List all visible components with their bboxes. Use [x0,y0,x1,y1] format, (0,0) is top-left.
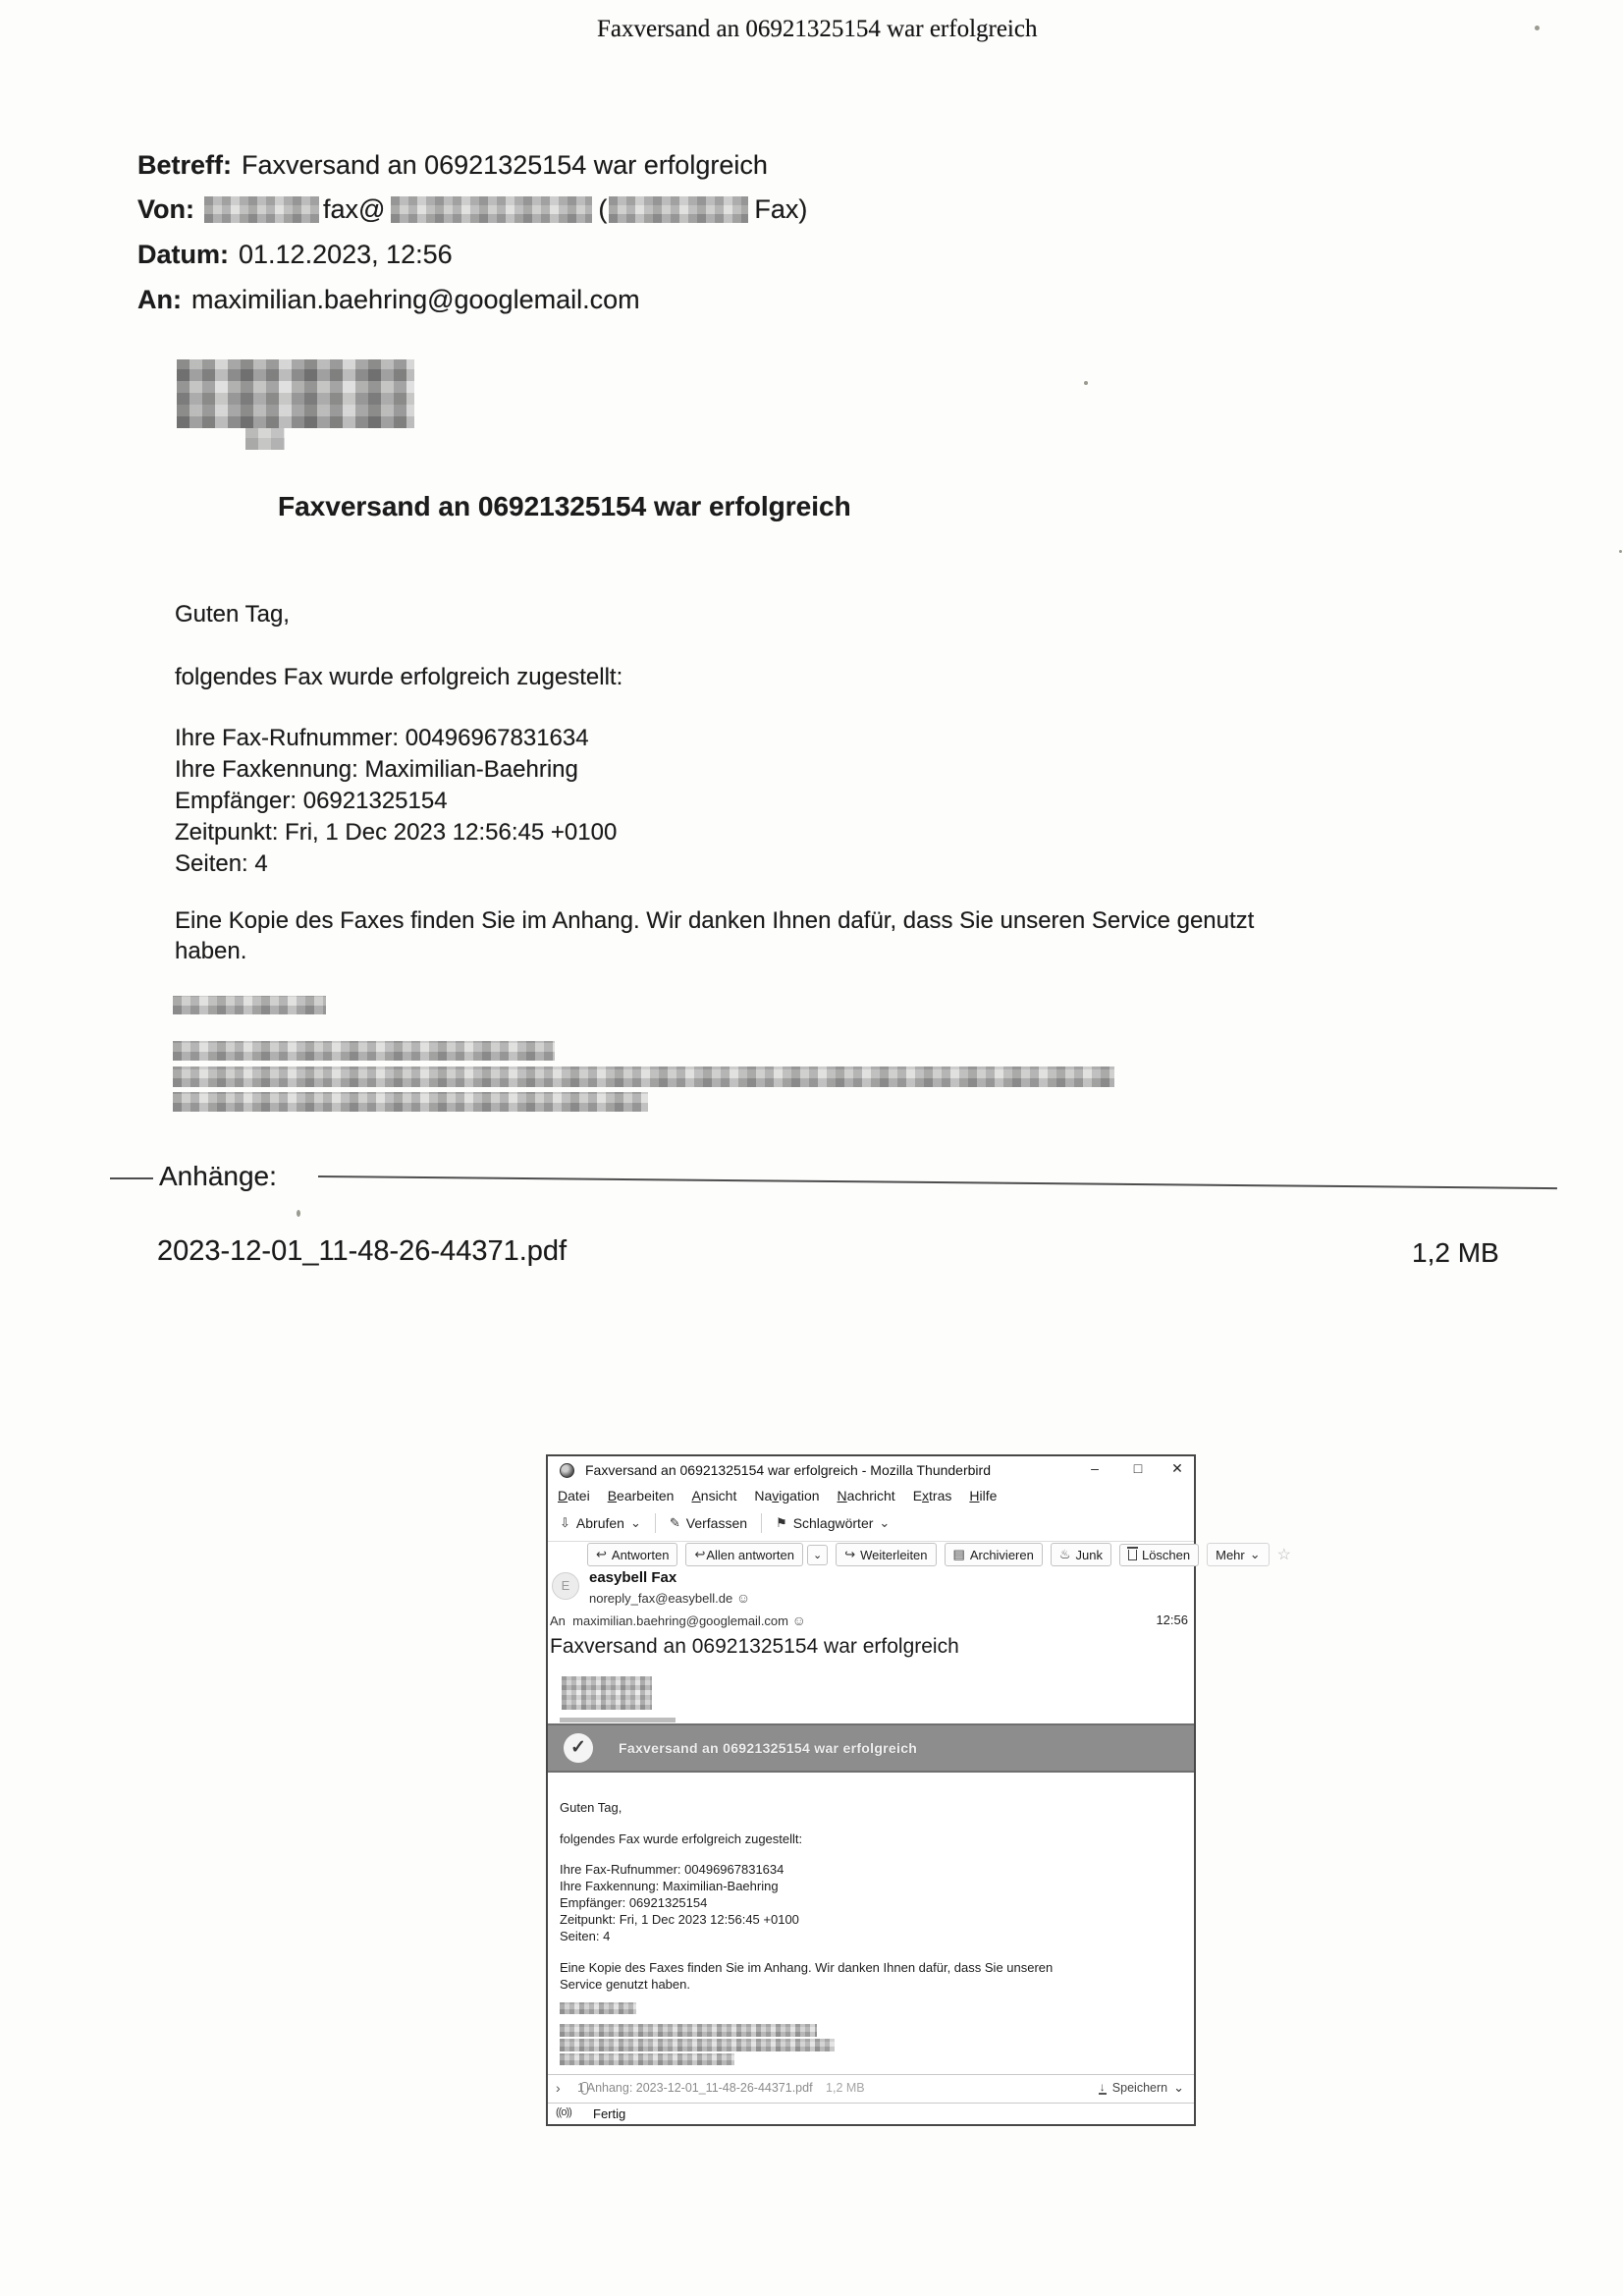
redacted-signature-line [173,1092,648,1112]
attachment-summary-text: 1 Anhang: 2023-12-01_11-48-26-44371.pdf [577,2081,813,2095]
von-fragment: fax@ [322,194,386,224]
meta-datum [137,232,807,277]
menu-accesskey: B [607,1488,618,1503]
tags-label: Schlagwörter [792,1515,874,1531]
inner-greeting: Guten Tag, [560,1800,622,1815]
attachment-file-size: 1,2 MB [1412,1237,1499,1268]
chevron-down-icon[interactable]: ⌄ [879,1515,891,1530]
menu-accesskey: D [558,1488,568,1503]
redacted-signature-line [173,1066,1114,1087]
inner-detail-line: Zeitpunkt: Fri, 1 Dec 2023 12:56:45 +0100 [560,1912,799,1927]
outro-block [175,905,1254,966]
attachments-rule-left [110,1177,153,1179]
easybell-logo-descender [245,428,285,450]
datum-value: 01.12.2023, 12:56 [239,240,453,269]
email-heading: Faxversand an 06921325154 war erfolgreich [278,491,851,521]
inner-outro-line: Eine Kopie des Faxes finden Sie im Anhang. Wir danken Ihnen dafür, dass Sie unseren [560,1960,1054,1975]
menu-rest: ilfe [979,1488,998,1503]
inner-outro-block [560,1959,1053,1993]
menu-rest: earbeiten [617,1488,675,1503]
reply-all-label: Allen antworten [706,1547,794,1562]
to-row [550,1613,806,1628]
detail-line: Zeitpunkt: Fri, 1 Dec 2023 12:56:45 +0100 [175,819,618,846]
chevron-down-icon[interactable]: ⌄ [629,1515,641,1530]
redacted-signature-line [173,1041,555,1061]
toolbar-separator [655,1513,656,1533]
redacted-signature-line [560,2002,636,2014]
redacted-sender-localpart [204,196,319,223]
attachment-bar [548,2074,1194,2104]
meta-von [137,187,807,232]
archive-button[interactable] [945,1543,1043,1566]
sender-email[interactable] [589,1590,750,1606]
an-label: An: [137,285,182,314]
to-label: An [550,1613,566,1628]
download-icon: ↓ [1099,2079,1106,2094]
titlebar[interactable] [548,1456,1194,1484]
star-icon[interactable]: ☆ [1276,1547,1291,1563]
meta-an [137,277,807,322]
delete-label: Löschen [1141,1547,1191,1562]
get-mail-icon: ⇩ [560,1515,570,1530]
more-label: Mehr [1216,1547,1245,1562]
menu-hilfe[interactable] [969,1488,997,1503]
compose-icon: ✎ [669,1515,680,1530]
inner-outro-line: Service genutzt haben. [560,1977,690,1992]
menu-datei[interactable] [558,1488,590,1503]
redacted-signature-line [560,2039,835,2051]
attachment-summary[interactable] [577,2081,865,2095]
menu-rest: atei [568,1488,590,1503]
menu-nachricht[interactable] [838,1488,895,1503]
detail-line: Ihre Fax-Rufnummer: 00496967831634 [175,725,589,751]
inner-detail-line: Ihre Fax-Rufnummer: 00496967831634 [560,1862,784,1877]
tag-icon: ⚑ [776,1515,787,1530]
smiley-icon: ☺ [791,1613,806,1628]
inner-detail-line: Seiten: 4 [560,1929,611,1943]
menu-rest: tras [929,1488,952,1503]
attachment-file-name: 2023-12-01_11-48-26-44371.pdf [157,1235,568,1267]
detail-line: Seiten: 4 [175,850,268,877]
betreff-value: Faxversand an 06921325154 war erfolgreich [242,150,768,180]
reply-all-icon: ↩ [694,1547,702,1561]
forward-button[interactable] [836,1543,936,1566]
outro-line: Eine Kopie des Faxes finden Sie im Anhang. Wir danken Ihnen dafür, dass Sie unseren Service genutzt [175,907,1255,934]
message-subject: Faxversand an 06921325154 war erfolgreich [550,1635,959,1658]
redacted-signature-line [173,996,326,1014]
banner-text: Faxversand an 06921325154 war erfolgreich [619,1740,918,1756]
scan-speck [297,1210,300,1217]
toolbar-separator [761,1513,762,1533]
get-mail-button[interactable] [556,1513,645,1533]
thunderbird-window-screenshot [546,1454,1291,2126]
menu-bearbeiten[interactable] [608,1488,675,1503]
menu-pre: E [912,1488,923,1503]
check-circle-icon: ✓ [564,1733,593,1763]
avatar: E [552,1572,579,1600]
von-fragment-end: Fax) [754,194,808,224]
chevron-down-icon: ⌄ [1249,1547,1261,1561]
menu-accesskey: A [691,1488,701,1503]
reply-icon: ↩ [596,1547,607,1561]
scan-speck [1084,381,1088,385]
menu-accesskey: x [922,1488,930,1503]
an-value: maximilian.baehring@googlemail.com [190,285,640,314]
menubar [558,1488,997,1503]
window-title: Faxversand an 06921325154 war erfolgreich - Mozilla Thunderbird [585,1462,991,1478]
tags-button[interactable] [772,1513,893,1533]
status-text: Fertig [593,2106,626,2121]
status-bar [548,2104,1194,2126]
scan-speck [1619,550,1622,553]
inner-detail-line: Ihre Faxkennung: Maximilian-Baehring [560,1879,779,1893]
network-status-icon: ((o)) [556,2106,571,2118]
archive-icon: ▤ [952,1547,965,1561]
redacted-sender-domain [391,196,592,223]
forward-label: Weiterleiten [860,1547,928,1562]
maximize-button[interactable]: □ [1133,1460,1143,1476]
trash-icon [1128,1550,1137,1560]
detail-line: Ihre Faxkennung: Maximilian-Baehring [175,756,578,783]
menu-accesskey: H [969,1488,980,1503]
sender-name[interactable]: easybell Fax [589,1569,677,1586]
compose-button[interactable] [666,1513,751,1533]
scan-speck [1535,26,1540,30]
thunderbird-app-icon [560,1463,574,1478]
get-mail-label: Abrufen [575,1515,624,1531]
archive-label: Archivieren [969,1547,1034,1562]
redacted-signature-line [560,2053,734,2065]
inner-details-block [560,1861,799,1944]
compose-label: Verfassen [685,1515,748,1531]
success-banner [548,1723,1194,1773]
junk-icon: ♨ [1058,1547,1071,1561]
menu-accesskey: v [772,1488,780,1503]
reply-all-dropdown[interactable]: ⌄ [807,1545,828,1565]
von-label: Von: [137,194,194,224]
page-header-title: Faxversand an 06921325154 war erfolgreich [597,16,1038,42]
menu-rest: achricht [846,1488,895,1503]
datum-label: Datum: [137,240,229,269]
more-button[interactable] [1207,1543,1270,1566]
expand-chevron-icon[interactable]: › [556,2080,561,2096]
menu-accesskey: N [837,1488,847,1503]
minimize-button[interactable]: – [1091,1460,1099,1476]
smiley-icon: ☺ [735,1590,751,1606]
forward-icon: ↪ [844,1547,856,1561]
attachment-size: 1,2 MB [826,2081,865,2095]
attachments-rule [318,1175,1557,1189]
fax-details-block [175,723,617,880]
sender-email-text: noreply_fax@easybell.de [589,1591,733,1606]
menu-ansicht[interactable] [691,1488,736,1503]
logo-underline-bar [560,1718,676,1722]
junk-label: Junk [1075,1547,1103,1562]
toolbar-divider [548,1541,1194,1542]
inner-intro: folgendes Fax wurde erfolgreich zugestellt: [560,1831,803,1846]
delete-button[interactable] [1119,1544,1199,1566]
message-time: 12:56 [1156,1613,1188,1627]
easybell-logo-redacted [177,359,414,428]
menu-rest: igation [779,1488,820,1503]
menu-navigation[interactable] [754,1488,819,1503]
close-button[interactable]: ✕ [1171,1460,1183,1476]
menu-rest: nsicht [700,1488,737,1503]
reply-button[interactable] [587,1543,677,1566]
message-action-bar [587,1543,1291,1566]
to-address[interactable]: maximilian.baehring@googlemail.com [572,1613,788,1628]
menu-pre: Na [754,1488,773,1503]
intro-line: folgendes Fax wurde erfolgreich zugestellt: [175,664,623,690]
redacted-sender-displayname [609,196,748,223]
main-toolbar [556,1513,893,1533]
attachments-label: Anhänge: [159,1161,277,1191]
save-button[interactable] [1099,2080,1184,2096]
menu-extras[interactable] [913,1488,952,1503]
reply-all-button[interactable] [685,1543,803,1566]
junk-button[interactable] [1051,1543,1111,1566]
save-label: Speichern [1111,2081,1168,2095]
reply-label: Antworten [611,1547,670,1562]
easybell-logo-redacted-small [562,1676,652,1710]
meta-betreff [137,143,807,187]
chevron-down-icon[interactable]: ⌄ [1173,2080,1184,2095]
redacted-signature-line [560,2024,817,2037]
greeting: Guten Tag, [175,601,290,628]
betreff-label: Betreff: [137,150,233,180]
von-fragment-paren: ( [598,194,608,224]
inner-detail-line: Empfänger: 06921325154 [560,1895,708,1910]
outro-line: haben. [175,938,247,964]
email-meta-block [137,143,807,322]
detail-line: Empfänger: 06921325154 [175,788,448,814]
